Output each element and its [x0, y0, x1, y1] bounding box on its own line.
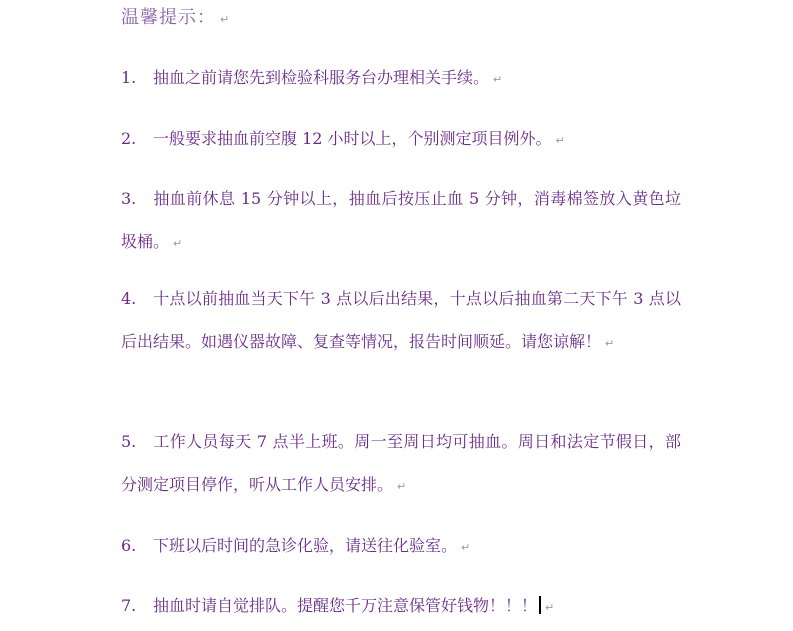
paragraph-mark-icon: ↵ — [220, 13, 231, 26]
list-item-text: 下班以后时间的急诊化验，请送往化验室。 — [153, 536, 458, 555]
list-item — [121, 177, 681, 265]
notice-title — [121, 6, 230, 32]
paragraph-mark-icon: ↵ — [555, 134, 565, 147]
list-item — [121, 56, 681, 101]
paragraph-mark-icon: ↵ — [173, 237, 183, 250]
list-item-number: 4. — [121, 289, 137, 308]
list-item-text: 抽血时请自觉排队。提醒您千万注意保管好钱物！！！ — [153, 596, 538, 615]
list-item-text: 十点以前抽血当天下午 3 点以后出结果，十点以后抽血第二天下午 3 点以后出结果。如遇仪器故障、复查等情况，报告时间顺延。请您谅解！ — [121, 289, 681, 351]
paragraph-mark-icon: ↵ — [397, 480, 407, 493]
list-item — [121, 420, 681, 508]
list-item-number: 1. — [121, 68, 137, 87]
paragraph-mark-icon: ↵ — [545, 601, 555, 614]
list-item — [121, 117, 681, 162]
list-item — [121, 584, 681, 629]
list-item-text: 抽血前休息 15 分钟以上，抽血后按压止血 5 分钟，消毒棉签放入黄色垃圾桶。 — [121, 189, 681, 251]
paragraph-mark-icon: ↵ — [461, 541, 471, 554]
list-item — [121, 277, 681, 365]
notice-title-text: 温馨提示： — [121, 7, 216, 28]
list-item-text: 抽血之前请您先到检验科服务台办理相关手续。 — [153, 68, 490, 87]
paragraph-mark-icon: ↵ — [605, 337, 615, 350]
paragraph-mark-icon: ↵ — [493, 73, 503, 86]
list-item-number: 2. — [121, 129, 137, 148]
list-item-text: 一般要求抽血前空腹 12 小时以上，个别测定项目例外。 — [153, 129, 552, 148]
list-item-number: 6. — [121, 536, 137, 555]
list-item-text: 工作人员每天 7 点半上班。周一至周日均可抽血。周日和法定节假日，部分测定项目停作，听从工作人员安排。 — [121, 432, 681, 494]
list-item — [121, 524, 681, 569]
list-item-number: 5. — [121, 432, 137, 451]
list-item-number: 7. — [121, 596, 137, 615]
text-cursor — [539, 596, 541, 614]
list-item-number: 3. — [121, 189, 137, 208]
